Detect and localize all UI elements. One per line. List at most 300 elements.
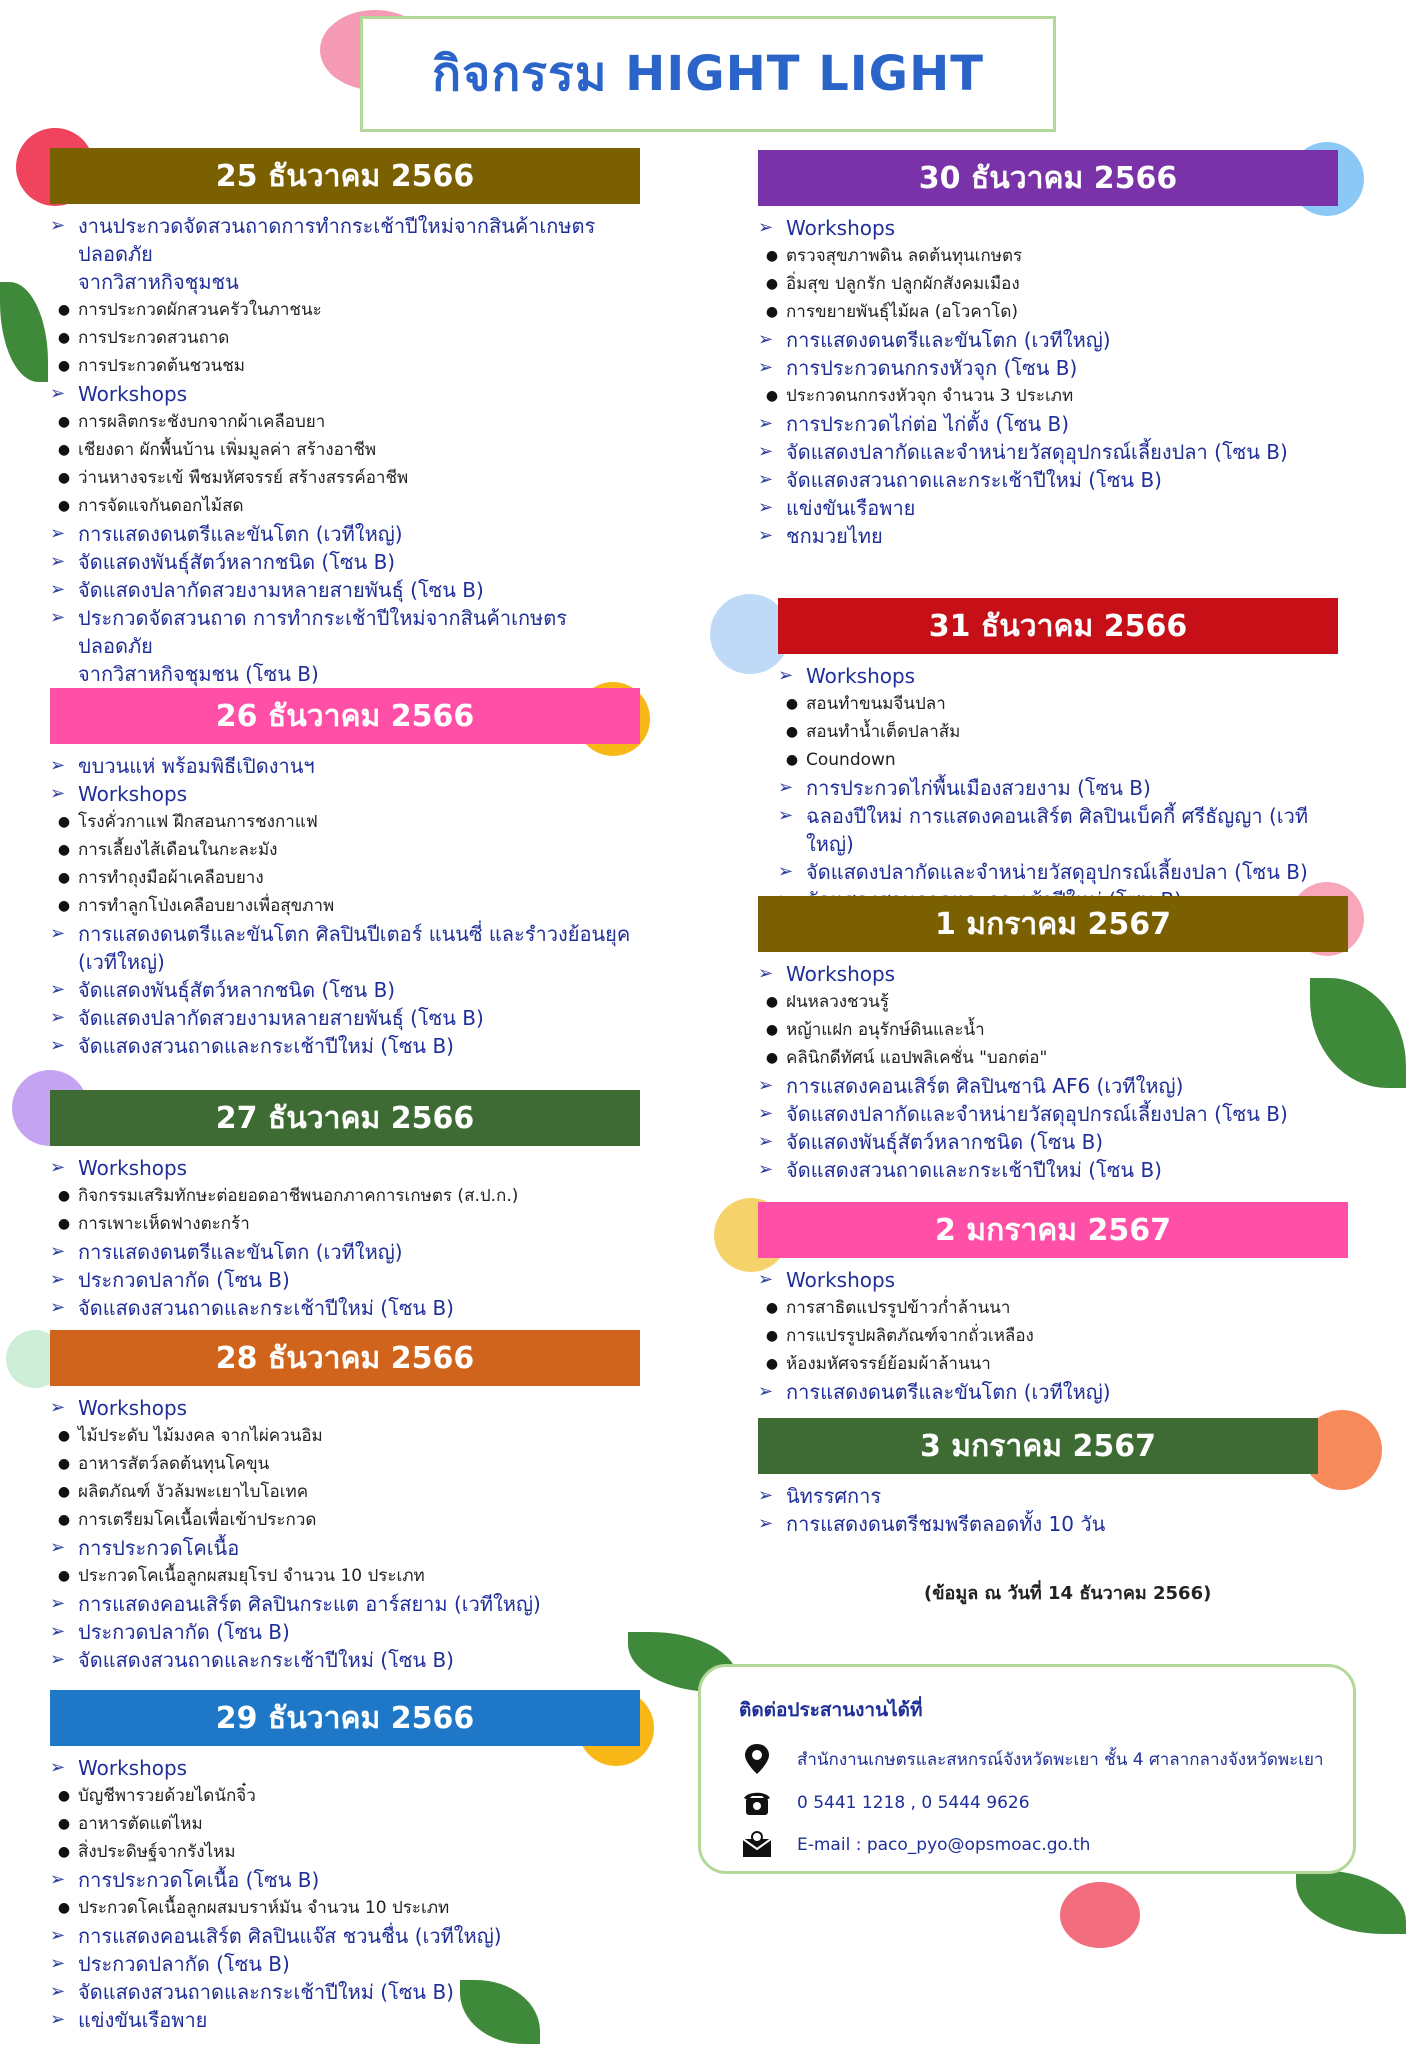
bullet-item	[758, 1294, 1348, 1322]
item-text: Workshops	[78, 382, 188, 406]
bullet-icon: ●	[57, 1188, 71, 1204]
arrow-bullet-icon: ➢	[50, 1241, 66, 1262]
item-text: แข่งขันเรือพาย	[78, 2008, 208, 2032]
activity-item	[50, 1590, 640, 1618]
activity-item	[50, 1950, 640, 1978]
arrow-bullet-icon: ➢	[758, 217, 774, 238]
activity-continuation	[50, 660, 640, 688]
item-text: การแสดงดนตรีและขันโตก (เวทีใหญ่)	[78, 522, 403, 546]
bullet-item	[758, 1350, 1348, 1378]
activity-item	[50, 1154, 640, 1182]
arrow-bullet-icon: ➢	[758, 1269, 774, 1290]
day-section	[758, 150, 1338, 550]
contact-email-row	[739, 1827, 1090, 1863]
arrow-bullet-icon: ➢	[758, 525, 774, 546]
activity-item	[50, 1004, 640, 1032]
arrow-bullet-icon: ➢	[758, 1103, 774, 1124]
date-band	[50, 1690, 640, 1746]
leaf-decoration	[1296, 1870, 1406, 1934]
item-text: แข่งขันเรือพาย	[786, 496, 916, 520]
item-text: ฝนหลวงชวนรู้	[786, 992, 889, 1012]
day-section	[778, 598, 1338, 914]
bullet-icon: ●	[57, 1816, 71, 1832]
activity-item	[758, 494, 1338, 522]
item-text: การประกวดผักสวนครัวในภาชนะ	[78, 300, 322, 320]
date-band	[758, 1418, 1318, 1474]
activity-item	[50, 1238, 640, 1266]
bullet-icon: ●	[785, 752, 799, 768]
bullet-icon: ●	[57, 414, 71, 430]
arrow-bullet-icon: ➢	[758, 1131, 774, 1152]
date-label: 25 ธันวาคม 2566	[215, 158, 475, 194]
item-text: จัดแสดงสวนถาดและกระเช้าปีใหม่ (โซน B)	[786, 468, 1162, 492]
arrow-bullet-icon: ➢	[50, 523, 66, 544]
bullet-item	[758, 270, 1338, 298]
bullet-icon: ●	[765, 388, 779, 404]
arrow-bullet-icon: ➢	[50, 1269, 66, 1290]
bullet-icon: ●	[57, 302, 71, 318]
bullet-icon: ●	[765, 994, 779, 1010]
item-text: ชกมวยไทย	[786, 524, 883, 548]
bullet-icon: ●	[765, 1356, 779, 1372]
bullet-item	[758, 988, 1348, 1016]
activity-item	[50, 1394, 640, 1422]
arrow-bullet-icon: ➢	[758, 963, 774, 984]
item-text: จากวิสาหกิจชุมชน (โซน B)	[78, 662, 319, 686]
bullet-item	[50, 408, 640, 436]
item-text: บัญชีพารวยด้วยไดนักจิ๋ว	[78, 1786, 256, 1806]
date-band	[758, 896, 1348, 952]
item-text: Workshops	[786, 216, 896, 240]
item-text: การประกวดโคเนื้อ	[78, 1536, 240, 1560]
item-text: จัดแสดงพันธุ์สัตว์หลากชนิด (โซน B)	[786, 1130, 1104, 1154]
date-band	[50, 148, 640, 204]
bullet-icon: ●	[57, 1788, 71, 1804]
date-label: 26 ธันวาคม 2566	[215, 698, 475, 734]
item-text: นิทรรศการ	[786, 1484, 882, 1508]
activity-item	[50, 752, 640, 780]
location-pin-icon	[739, 1741, 775, 1777]
item-text: กิจกรรมเสริมทักษะต่อยอดอาชีพนอกภาคการเกษตร (ส.ป.ก.)	[78, 1186, 519, 1206]
activity-item	[758, 522, 1338, 550]
bullet-item	[50, 1182, 640, 1210]
arrow-bullet-icon: ➢	[50, 215, 66, 236]
item-text: การประกวดต้นชวนชม	[78, 356, 246, 376]
bullet-icon: ●	[765, 304, 779, 320]
arrow-bullet-icon: ➢	[778, 805, 794, 826]
bullet-icon: ●	[57, 814, 71, 830]
bullet-item	[50, 1562, 640, 1590]
item-text: การทำลูกโป่งเคลือบยางเพื่อสุขภาพ	[78, 896, 335, 916]
day-section	[758, 1202, 1348, 1406]
bullet-icon: ●	[57, 842, 71, 858]
bullet-item	[50, 324, 640, 352]
activity-item	[50, 920, 640, 948]
item-text: สอนทำขนมจีนปลา	[806, 694, 946, 714]
activity-item	[50, 1866, 640, 1894]
arrow-bullet-icon: ➢	[50, 1593, 66, 1614]
item-text: Workshops	[78, 1156, 188, 1180]
arrow-bullet-icon: ➢	[50, 383, 66, 404]
bullet-item	[50, 1450, 640, 1478]
date-label: 27 ธันวาคม 2566	[215, 1100, 475, 1136]
bullet-icon: ●	[57, 1844, 71, 1860]
bullet-item	[50, 1422, 640, 1450]
date-band	[50, 1090, 640, 1146]
arrow-bullet-icon: ➢	[50, 1869, 66, 1890]
activity-item	[50, 1754, 640, 1782]
day-section	[50, 1090, 640, 1322]
day-section	[50, 688, 640, 1060]
item-text: ตรวจสุขภาพดิน ลดต้นทุนเกษตร	[786, 246, 1023, 266]
item-text: การแสดงดนตรีและขันโตก (เวทีใหญ่)	[786, 1380, 1111, 1404]
item-text: ประกวดปลากัด (โซน B)	[78, 1268, 290, 1292]
item-text: อาหารตัดแต่ไหม	[78, 1814, 203, 1834]
item-text: จากวิสาหกิจชุมชน	[78, 270, 239, 294]
data-date-note: (ข้อมูล ณ วันที่ 14 ธันวาคม 2566)	[924, 1583, 1212, 1604]
item-text: งานประกวดจัดสวนถาดการทำกระเช้าปีใหม่จากสินค้าเกษตรปลอดภัย	[78, 214, 596, 266]
date-band	[758, 150, 1338, 206]
arrow-bullet-icon: ➢	[758, 1159, 774, 1180]
contact-phone: 0 5441 1218 , 0 5444 9626	[797, 1793, 1030, 1813]
item-text: ประกวดโคเนื้อลูกผสมยุโรป จำนวน 10 ประเภท	[78, 1566, 425, 1586]
arrow-bullet-icon: ➢	[50, 551, 66, 572]
bullet-icon: ●	[57, 898, 71, 914]
arrow-bullet-icon: ➢	[50, 1621, 66, 1642]
date-band	[50, 688, 640, 744]
activity-list	[50, 1386, 640, 1674]
item-text: Coundown	[806, 750, 896, 770]
contact-title: ติดต่อประสานงานได้ที่	[739, 1699, 923, 1721]
arrow-bullet-icon: ➢	[778, 861, 794, 882]
item-text: สอนทำน้ำเต็ดปลาส้ม	[806, 722, 961, 742]
item-text: Workshops	[806, 664, 916, 688]
item-text: การประกวดโคเนื้อ (โซน B)	[78, 1868, 320, 1892]
bullet-icon: ●	[57, 498, 71, 514]
activity-item	[758, 1072, 1348, 1100]
bullet-icon: ●	[57, 470, 71, 486]
item-text: การประกวดสวนถาด	[78, 328, 230, 348]
activity-item	[778, 802, 1338, 858]
bullet-icon: ●	[57, 1428, 71, 1444]
activity-item	[50, 2006, 640, 2034]
bullet-icon: ●	[765, 276, 779, 292]
item-text: การเพาะเห็ดฟางตะกร้า	[78, 1214, 250, 1234]
activity-item	[758, 354, 1338, 382]
item-text: Workshops	[78, 1396, 188, 1420]
item-text: จัดแสดงพันธุ์สัตว์หลากชนิด (โซน B)	[78, 978, 396, 1002]
item-text: การขยายพันธุ์ไม้ผล (อโวคาโด)	[786, 302, 1019, 322]
activity-list	[50, 1746, 640, 2034]
bullet-item	[50, 1210, 640, 1238]
activity-list	[50, 1146, 640, 1322]
bullet-icon: ●	[57, 330, 71, 346]
item-text: โรงคั่วกาแฟ ฝึกสอนการชงกาแฟ	[78, 812, 318, 832]
day-section	[50, 1330, 640, 1674]
item-text: คลินิกดีทัศน์ แอปพลิเคชั่น "บอกต่อ"	[786, 1048, 1048, 1068]
item-text: การแสดงดนตรีและขันโตก (เวทีใหญ่)	[786, 328, 1111, 352]
item-text: จัดแสดงสวนถาดและกระเช้าปีใหม่ (โซน B)	[78, 1980, 454, 2004]
activity-item	[50, 1032, 640, 1060]
item-text: การแสดงคอนเสิร์ต ศิลปินซานิ AF6 (เวทีใหญ่)	[786, 1074, 1184, 1098]
date-label: 2 มกราคม 2567	[934, 1212, 1171, 1248]
activity-item	[758, 326, 1338, 354]
activity-list	[758, 1474, 1318, 1538]
arrow-bullet-icon: ➢	[50, 1925, 66, 1946]
bullet-icon: ●	[765, 1328, 779, 1344]
item-text: สิ่งประดิษฐ์จากรังไหม	[78, 1842, 236, 1862]
contact-address: สำนักงานเกษตรและสหกรณ์จังหวัดพะเยา ชั้น 4 ศาลากลางจังหวัดพะเยา	[797, 1749, 1324, 1770]
arrow-bullet-icon: ➢	[50, 1953, 66, 1974]
item-text: การสาธิตแปรรูปข้าวก่ำล้านนา	[786, 1298, 1011, 1318]
activity-item	[758, 1156, 1348, 1184]
item-text: การทำถุงมือผ้าเคลือบยาง	[78, 868, 264, 888]
activity-item	[758, 1128, 1348, 1156]
bullet-item	[758, 1044, 1348, 1072]
arrow-bullet-icon: ➢	[50, 1035, 66, 1056]
item-text: หญ้าแฝก อนุรักษ์ดินและน้ำ	[786, 1020, 985, 1040]
arrow-bullet-icon: ➢	[758, 1075, 774, 1096]
activity-item	[50, 1534, 640, 1562]
bullet-item	[758, 382, 1338, 410]
activity-item	[778, 774, 1338, 802]
arrow-bullet-icon: ➢	[50, 1157, 66, 1178]
bullet-icon: ●	[765, 1300, 779, 1316]
activity-item	[758, 410, 1338, 438]
bullet-item	[50, 1782, 640, 1810]
activity-item	[50, 1266, 640, 1294]
date-label: 30 ธันวาคม 2566	[918, 160, 1178, 196]
arrow-bullet-icon: ➢	[758, 497, 774, 518]
arrow-bullet-icon: ➢	[758, 329, 774, 350]
activity-list	[758, 206, 1338, 550]
item-text: จัดแสดงสวนถาดและกระเช้าปีใหม่ (โซน B)	[78, 1648, 454, 1672]
item-text: ห้องมหัศจรรย์ย้อมผ้าล้านนา	[786, 1354, 991, 1374]
arrow-bullet-icon: ➢	[50, 1537, 66, 1558]
activity-item	[50, 548, 640, 576]
bullet-item	[50, 1506, 640, 1534]
bullet-icon: ●	[57, 1568, 71, 1584]
bullet-item	[50, 864, 640, 892]
day-section	[758, 896, 1348, 1184]
date-label: 29 ธันวาคม 2566	[215, 1700, 475, 1736]
item-text: การประกวดนกกรงหัวจุก (โซน B)	[786, 356, 1078, 380]
date-label: 28 ธันวาคม 2566	[215, 1340, 475, 1376]
arrow-bullet-icon: ➢	[50, 1649, 66, 1670]
item-text: ประกวดปลากัด (โซน B)	[78, 1952, 290, 1976]
item-text: จัดแสดงปลากัดและจำหน่ายวัสดุอุปกรณ์เลี้ยงปลา (โซน B)	[806, 860, 1308, 884]
bullet-item	[50, 464, 640, 492]
activity-continuation	[50, 948, 640, 976]
activity-continuation	[50, 268, 640, 296]
item-text: การแสดงดนตรีชมพรีตลอดทั้ง 10 วัน	[786, 1512, 1106, 1536]
arrow-bullet-icon: ➢	[50, 755, 66, 776]
arrow-bullet-icon: ➢	[778, 777, 794, 798]
date-band	[758, 1202, 1348, 1258]
item-text: จัดแสดงสวนถาดและกระเช้าปีใหม่ (โซน B)	[78, 1034, 454, 1058]
item-text: ฉลองปีใหม่ การแสดงคอนเสิร์ต ศิลปินเบ็คกี้ ศรีธัญญา (เวทีใหญ่)	[806, 804, 1309, 856]
activity-item	[50, 576, 640, 604]
arrow-bullet-icon: ➢	[50, 2009, 66, 2030]
activity-item	[50, 380, 640, 408]
bullet-icon: ●	[57, 358, 71, 374]
arrow-bullet-icon: ➢	[758, 1513, 774, 1534]
contact-address-row	[739, 1741, 1324, 1777]
activity-item	[50, 976, 640, 1004]
bullet-item	[778, 690, 1338, 718]
item-text: Workshops	[78, 1756, 188, 1780]
activity-item	[758, 1482, 1318, 1510]
arrow-bullet-icon: ➢	[50, 607, 66, 628]
item-text: จัดแสดงปลากัดสวยงามหลายสายพันธุ์ (โซน B)	[78, 578, 484, 602]
arrow-bullet-icon: ➢	[758, 413, 774, 434]
day-section	[50, 148, 640, 688]
activity-item	[758, 438, 1338, 466]
activity-item	[50, 1922, 640, 1950]
item-text: จัดแสดงสวนถาดและกระเช้าปีใหม่ (โซน B)	[78, 1296, 454, 1320]
item-text: การประกวดไก่ต่อ ไก่ตั้ง (โซน B)	[786, 412, 1070, 436]
activity-list	[778, 654, 1338, 914]
item-text: การแปรรูปผลิตภัณฑ์จากถั่วเหลือง	[786, 1326, 1034, 1346]
item-text: การแสดงคอนเสิร์ต ศิลปินกระแต อาร์สยาม (เวทีใหญ่)	[78, 1592, 541, 1616]
contact-box	[698, 1664, 1356, 1874]
activity-list	[50, 204, 640, 688]
bullet-item	[758, 1322, 1348, 1350]
telephone-icon	[739, 1785, 775, 1821]
bullet-item	[758, 298, 1338, 326]
arrow-bullet-icon: ➢	[50, 1297, 66, 1318]
bullet-item	[778, 746, 1338, 774]
item-text: ว่านหางจระเข้ พืชมหัศจรรย์ สร้างสรรค์อาชีพ	[78, 468, 409, 488]
arrow-bullet-icon: ➢	[50, 1981, 66, 2002]
bullet-item	[50, 808, 640, 836]
date-label: 1 มกราคม 2567	[934, 906, 1171, 942]
item-text: จัดแสดงปลากัดและจำหน่ายวัสดุอุปกรณ์เลี้ยงปลา (โซน B)	[786, 1102, 1288, 1126]
activity-list	[758, 1258, 1348, 1406]
bullet-icon: ●	[57, 1484, 71, 1500]
activity-item	[778, 662, 1338, 690]
date-band	[778, 598, 1338, 654]
activity-item	[758, 466, 1338, 494]
item-text: Workshops	[786, 962, 896, 986]
bullet-icon: ●	[785, 724, 799, 740]
item-text: จัดแสดงพันธุ์สัตว์หลากชนิด (โซน B)	[78, 550, 396, 574]
item-text: การผลิตกระชังบกจากผ้าเคลือบยา	[78, 412, 326, 432]
date-band	[50, 1330, 640, 1386]
bullet-icon: ●	[765, 1022, 779, 1038]
item-text: อิ่มสุข ปลูกรัก ปลูกผักสังคมเมือง	[786, 274, 1020, 294]
bullet-icon: ●	[765, 1050, 779, 1066]
bullet-item	[758, 1016, 1348, 1044]
bullet-item	[758, 242, 1338, 270]
bullet-icon: ●	[57, 1216, 71, 1232]
contact-phone-row	[739, 1785, 1030, 1821]
item-text: การเลี้ยงไส้เดือนในกะละมัง	[78, 840, 278, 860]
bullet-icon: ●	[57, 442, 71, 458]
day-section	[758, 1418, 1318, 1538]
arrow-bullet-icon: ➢	[50, 579, 66, 600]
arrow-bullet-icon: ➢	[758, 469, 774, 490]
activity-item	[50, 780, 640, 808]
item-text: เชียงดา ผักพื้นบ้าน เพิ่มมูลค่า สร้างอาชีพ	[78, 440, 377, 460]
item-text: ประกวดโคเนื้อลูกผสมบราห์มัน จำนวน 10 ประเภท	[78, 1898, 450, 1918]
bullet-icon: ●	[57, 1456, 71, 1472]
activity-item	[50, 604, 640, 660]
bullet-item	[50, 296, 640, 324]
item-text: ผลิตภัณฑ์ งัวล้มพะเยาไบโอเทค	[78, 1482, 309, 1502]
item-text: (เวทีใหญ่)	[78, 950, 165, 974]
email-icon	[739, 1827, 775, 1863]
bullet-item	[50, 1894, 640, 1922]
bullet-item	[50, 1810, 640, 1838]
activity-item	[758, 1510, 1318, 1538]
title-banner	[360, 16, 1056, 132]
arrow-bullet-icon: ➢	[758, 357, 774, 378]
item-text: การแสดงดนตรีและขันโตก (เวทีใหญ่)	[78, 1240, 403, 1264]
item-text: ประกวดปลากัด (โซน B)	[78, 1620, 290, 1644]
bullet-item	[50, 836, 640, 864]
activity-item	[50, 1978, 640, 2006]
page-title: กิจกรรม HIGHT LIGHT	[432, 46, 984, 102]
item-text: ประกวดนกกรงหัวจุก จำนวน 3 ประเภท	[786, 386, 1074, 406]
arrow-bullet-icon: ➢	[758, 441, 774, 462]
arrow-bullet-icon: ➢	[758, 1485, 774, 1506]
arrow-bullet-icon: ➢	[50, 1007, 66, 1028]
activity-item	[50, 1294, 640, 1322]
item-text: อาหารสัตว์ลดต้นทุนโคขุน	[78, 1454, 270, 1474]
item-text: การแสดงคอนเสิร์ต ศิลปินแจ๊ส ชวนชื่น (เวทีใหญ่)	[78, 1924, 502, 1948]
date-label: 3 มกราคม 2567	[919, 1428, 1156, 1464]
item-text: จัดแสดงสวนถาดและกระเช้าปีใหม่ (โซน B)	[786, 1158, 1162, 1182]
arrow-bullet-icon: ➢	[50, 1397, 66, 1418]
item-text: การประกวดไก่พื้นเมืองสวยงาม (โซน B)	[806, 776, 1151, 800]
bullet-item	[50, 436, 640, 464]
bullet-icon: ●	[57, 1900, 71, 1916]
activity-item	[50, 212, 640, 268]
item-text: การเตรียมโคเนื้อเพื่อเข้าประกวด	[78, 1510, 317, 1530]
bullet-item	[50, 1478, 640, 1506]
flower-decoration	[1060, 1882, 1140, 1948]
leaf-decoration	[0, 282, 48, 382]
contact-email: E-mail : paco_pyo@opsmoac.go.th	[797, 1835, 1091, 1855]
activity-item	[758, 1100, 1348, 1128]
activity-item	[758, 1266, 1348, 1294]
activity-list	[50, 744, 640, 1060]
item-text: Workshops	[786, 1268, 896, 1292]
activity-item	[50, 1646, 640, 1674]
date-label: 31 ธันวาคม 2566	[928, 608, 1188, 644]
item-text: การแสดงดนตรีและขันโตก ศิลปินปีเตอร์ แนนซี่ และรำวงย้อนยุค	[78, 922, 631, 946]
item-text: ประกวดจัดสวนถาด การทำกระเช้าปีใหม่จากสินค้าเกษตรปลอดภัย	[78, 606, 567, 658]
activity-item	[50, 520, 640, 548]
item-text: จัดแสดงปลากัดสวยงามหลายสายพันธุ์ (โซน B)	[78, 1006, 484, 1030]
activity-item	[778, 858, 1338, 886]
item-text: ไม้ประดับ ไม้มงคล จากไผ่ควนอิม	[78, 1426, 323, 1446]
arrow-bullet-icon: ➢	[778, 665, 794, 686]
day-section	[50, 1690, 640, 2034]
item-text: Workshops	[78, 782, 188, 806]
item-text: ขบวนแห่ พร้อมพิธีเปิดงานฯ	[78, 754, 315, 778]
arrow-bullet-icon: ➢	[50, 783, 66, 804]
arrow-bullet-icon: ➢	[50, 923, 66, 944]
activity-item	[50, 1618, 640, 1646]
bullet-item	[50, 352, 640, 380]
bullet-icon: ●	[765, 248, 779, 264]
item-text: จัดแสดงปลากัดและจำหน่ายวัสดุอุปกรณ์เลี้ยงปลา (โซน B)	[786, 440, 1288, 464]
activity-item	[758, 214, 1338, 242]
activity-item	[758, 960, 1348, 988]
bullet-item	[778, 718, 1338, 746]
